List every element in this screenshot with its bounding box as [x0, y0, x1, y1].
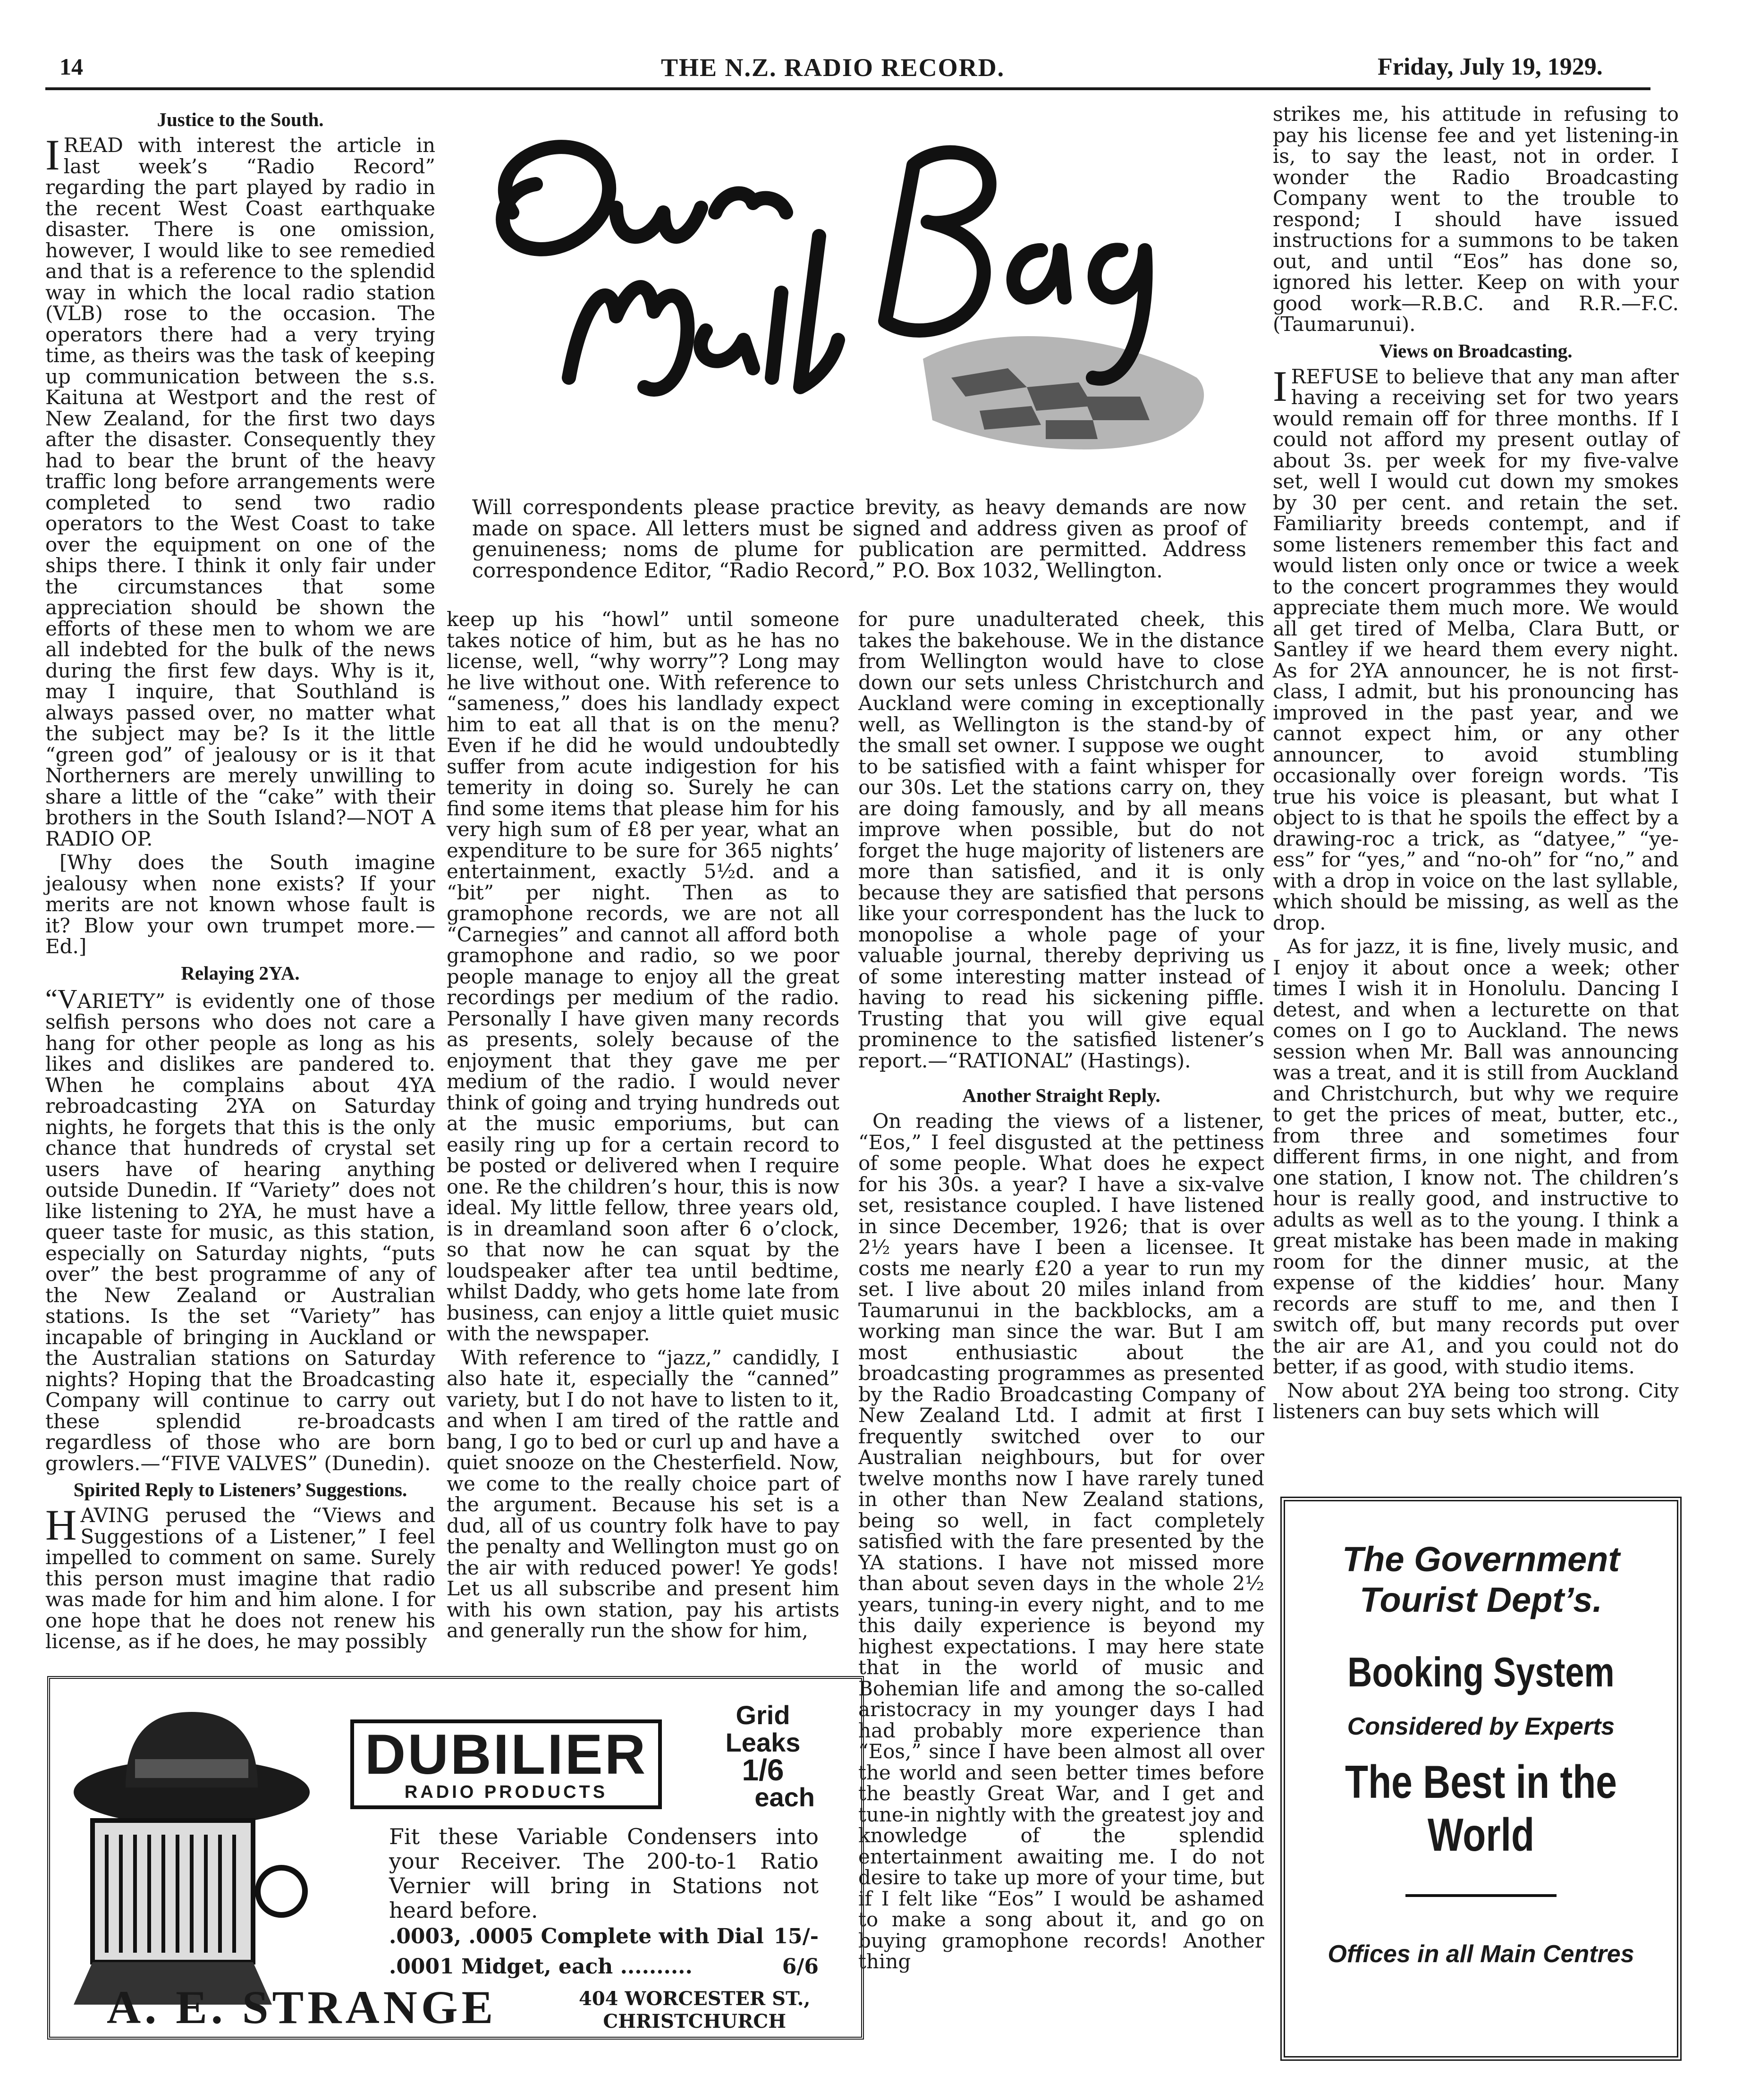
price-line-1-price: 15/- [773, 1924, 819, 1948]
drop-cap: I [45, 131, 60, 179]
dubilier-price-line-2 [389, 1955, 819, 1979]
dubilier-logo-box [350, 1719, 662, 1809]
price-line-2-price: 6/6 [782, 1955, 819, 1979]
tourist-line-3: Booking System [1347, 1649, 1615, 1695]
each-label: each [754, 1782, 815, 1812]
publication-title: THE N.Z. RADIO RECORD. [661, 53, 1005, 82]
letter-justice-text: READ with interest the article in last week’s “Radio Record” regarding the part played by radio in the recent West Coast earthquake disaster. There is one omission, however, I would like to see remedied and that is a reference to the splendid way in which the local radio station (VLB) rose to the occasion. The operators there had a very trying time, as theirs was the task of keeping up communication between the s.s. Kaituna at Westport and the rest of New Zealand, for the first two days after the disaster. Consequently they had to bear the brunt of the heavy traffic long before arrangements were completed to send two radio operators to the West Coast to take over the equipment on one of the ships there. I think it only fair under the circumstances that some appreciation should be shown the efforts of these men to whom we are all indebted for the bulk of the news during the first few days. Why is it, may I inquire, that Southland is always passed over, no matter what the subject may be? Is it the little “green god” of jealousy or is it that Northerners are merely unwilling to share a little of the “cake” with their brothers in the South Island?—NOT A RADIO OP. [45, 134, 435, 850]
drop-cap: H [45, 1501, 77, 1549]
tourist-line-6: World [1427, 1809, 1535, 1861]
column-2 [447, 609, 839, 1644]
price-line-1-text: .0003, .0005 Complete with Dial [389, 1924, 764, 1948]
tourist-dept-advertisement [1280, 1497, 1682, 2061]
column-4 [1273, 104, 1679, 1425]
dubilier-price-line-1 [389, 1924, 819, 1948]
column-1 [45, 99, 435, 1655]
letter-rational: for pure unadulterated cheek, this takes the bakehouse. We in the distance from Wellington would have to close down our sets unless Christchurch and Auckland were coming in exceptionally well, as Wellington is the stand-by of the small set owner. I suppose we ought to be satisfied with a faint whisper for our 30s. Let the stations carry on, they are doing famously, and by all means improve when possible, but do not forget the huge majority of listeners are more than satisfied, and it is only because they are satisfied that persons like your correspondent has the luck to monopolise a whole page of your valuable journal, thereby depriving us of some interesting matter instead of having to read his sickening piffle. Trusting that you will give equal prominence to the satisfied listener’s report.—“RATIONAL” (Hastings). [858, 608, 1264, 1072]
tourist-line-7: Offices in all Main Centres [1328, 1940, 1634, 1968]
letter-views-jazz: As for jazz, it is fine, lively music, and I enjoy it about once a week; other times I wish it in Honolulu. Dancing I detest, and when a lecturette on that comes on I go to Auckland. The news session when Mr. Ball was announcing was a treat, and it is still from Auckland and Christchurch, but why we require to get the prices of meat, butter, etc., from three and sometimes four different firms, in one night, and from one station, I know not. The children’s hour is really good, and instructive to adults as well as to the young. I think a great mistake has been made in making room for the dinner music, at the expense of the kiddies’ hour. Many records are stuff to me, and then I switch off, but many records put over the air are A1, and you could not do better, if as good, with studio items. [1273, 935, 1679, 1378]
letter-heading-straight-reply: Another Straight Reply. [962, 1084, 1160, 1106]
mail-bag-logo [460, 94, 1258, 486]
drop-cap: I [1273, 362, 1287, 410]
dubilier-copy: Fit these Variable Condensers into your Receiver. The 200-to-1 Ratio Vernier will bring in Stations not heard before. [389, 1824, 819, 1923]
page-number: 14 [59, 53, 83, 80]
drop-cap: “V [45, 983, 77, 1014]
letter-spirited-continued: keep up his “howl” until someone takes notice of him, but as he has no license, well, “why worry”? Long may he live without one. With reference to “sameness,” does his landlady expect him to eat all that is on the menu? Even if he did he would undoubtedly suffer from acute indigestion for his temerity in doing so. Surely he can find some items that please him for his very high sum of £8 per year, what an expenditure to be sure for 365 nights’ entertainment, exactly 5½d. and a “bit” per night. Then as to gramophone records, we are not all “Carnegies” and cannot all afford both gramophone and radio, so we poor people manage to enjoy all the great recordings per medium of the radio. Personally I have given many records as presents, solely because of the enjoyment that they gave me per medium of the radio. I would never think of going and trying hundreds out at the music emporiums, but can easily ring up for a certain record to be posted or delivered when I require one. Re the children’s hour, this is now ideal. My little fellow, three years old, is in dreamland soon after 6 o’clock, so that now he can squat by the loudspeaker after tea until bedtime, whilst Daddy, who gets home late from business, can enjoy a little quiet music with the newspaper. [447, 608, 839, 1345]
letter-heading-views: Views on Broadcasting. [1379, 339, 1573, 362]
dubilier-sub: RADIO PRODUCTS [404, 1782, 608, 1802]
tourist-line-4: Considered by Experts [1347, 1713, 1615, 1740]
letter-views-2ya: Now about 2YA being too strong. City listeners can buy sets which will [1273, 1379, 1679, 1423]
issue-date: Friday, July 19, 1929. [1378, 53, 1603, 80]
letter-views [1273, 362, 1679, 934]
dealer-address-line-2: CHRISTCHURCH [603, 2010, 787, 2032]
letter-heading-relaying: Relaying 2YA. [181, 962, 300, 984]
letter-views-text: REFUSE to believe that any man after having a receiving set for two years would remain off for three months. If I could not afford my present outlay of about 3s. per week for my five-valve set, well I would cut down my smokes by 30 per cent. and retain the set. Familiarity breeds contempt, and if some listeners remember this fact and would listen only once or twice a week to the concert programmes they would appreciate them much more. We would all get tired of Melba, Clara Butt, or Santley if we heard them every night. As for 2YA announcer, he is not first-class, I admit, but his pronouncing has improved in the past year, and we cannot expect him, or any other announcer, to avoid stumbling occasionally over foreign words. ’Tis true his voice is pleasant, but what I object to is that he spoils the effect by a drawing-roc a trick, as “datyee,” “ye-ess” for “yes,” and “no-oh” for “no,” and with a drop in voice on the last syllable, which should be missing, as well as the drop. [1273, 364, 1679, 934]
dealer-address [579, 1988, 810, 2033]
tourist-line-1: The Government [1342, 1540, 1620, 1579]
leaks-label: Leaks [725, 1727, 801, 1757]
letter-heading-justice: Justice to the South. [157, 109, 324, 130]
dealer-name: A. E. STRANGE [107, 1981, 497, 2033]
letter-spirited-text: AVING perused the “Views and Suggestions of a Listener,” I feel impelled to comment on same. Surely this person must imagine that radio was made for him and him alone. I for one hope that he does not renew his license, as if he does, he may possibly [45, 1504, 435, 1653]
editor-note: [Why does the South imagine jealousy when none exists? If your merits are not known whose fault is it? Blow your own trumpet more.—Ed.] [45, 851, 435, 958]
letter-spirited [45, 1501, 435, 1653]
tourist-divider [1405, 1894, 1557, 1897]
dubilier-brand: DUBILIER [364, 1723, 648, 1786]
letter-relaying-text: ARIETY” is evidently one of those selfish persons who does not care a hang for other people as long as his likes and dislikes are pandered to. When he complains about 4YA rebroadcasting 2YA on Saturday nights, he forgets that this is the only chance that hundreds of crystal set users have of hearing anything outside Dunedin. If “Variety” does not like listening to 2YA, he must have a queer taste for music, as this station, especially on Saturday nights, “puts over” the best programme of any of the New Zealand or Australian stations. Is the set “Variety” has incapable of bringing in Auckland or the Australian stations on Saturday nights? Hoping that the Broadcasting Company will continue to carry out these splendid re-broadcasts regardless of those who are born growlers.—“FIVE VALVES” (Dunedin). [45, 989, 435, 1475]
tourist-line-5: The Best in the [1345, 1756, 1617, 1808]
letter-relaying [45, 983, 435, 1475]
dubilier-advertisement [47, 1676, 864, 2040]
header-rule [45, 87, 1650, 90]
letter-justice [45, 131, 435, 850]
price-line-2-text: .0001 Midget, each .......... [389, 1955, 693, 1979]
letter-heading-spirited: Spirited Reply to Listeners’ Suggestions. [73, 1479, 407, 1500]
grid-leaks-label [711, 1702, 815, 1811]
letter-spirited-continued-2: With reference to “jazz,” candidly, I also hate it, especially the “canned” variety, but I do not have to listen to it, and when I am tired of the rattle and bang, I go to bed or curl up and have a quiet snooze on the Chesterfield. Now, we come to the really choice part of the argument. Because his set is a dud, all of us country folk have to pay the penalty and Wellington must go on the air with reduced power! Ye gods! Let us all subscribe and present him with his own station, pay his artists and generally run the show for him, [447, 1346, 839, 1642]
column-3 [858, 609, 1264, 1975]
tourist-line-2: Tourist Dept’s. [1360, 1580, 1602, 1619]
mailbag-intro: Will correspondents please practice brevity, as heavy demands are now made on space. All letters must be signed and address given as proof of genuineness; noms de plume for publication are permitted. Address correspondence Editor, “Radio Record,” P.O. Box 1032, Wellington. [472, 496, 1246, 583]
condenser-illustration [64, 1702, 329, 2014]
grid-leaks-price: 1/6 [742, 1753, 784, 1787]
grid-label: Grid [736, 1700, 790, 1730]
letter-straight-reply: On reading the views of a listener, “Eos,” I feel disgusted at the pettiness of some people. What does he expect for his 30s. a year? I have a six-valve set, resistance coupled. I have listened in since December, 1926; that is over 2½ years have I been a licensee. It costs me nearly £20 a year to run my set. I live about 20 miles inland from Taumarunui in the backblocks, am a working man since the war. But I am most enthusiastic about the broadcasting programmes as presented by the Radio Broadcasting Company of New Zealand Ltd. I admit at first I frequently switched over to our Australian neighbours, but for over twelve months now I have rarely tuned in other than New Zealand stations, being so well, in fact completely satisfied with the fare presented by the YA stations. I have not missed more than about seven days in the whole 2½ years, tuning-in every night, and to me this daily experience is beyond my highest expectations. I may here state that in the world of music and Bohemian life and among the so-called aristocracy in my younger days I had had probably more experience than “Eos,” since I have been almost all over the world and seen better times before the beastly Great War, and I get and tune-in nightly with the greatest joy and knowledge of the splendid entertainment awaiting me. I do not desire to take up more of your time, but if I felt like “Eos” I would be ashamed to make a song about it, and go on buying gramophone records! Another thing [858, 1109, 1264, 1973]
letter-taumarunui-end: strikes me, his attitude in refusing to pay his license fee and yet listening-in is, to say the least, not in order. I wonder the Radio Broadcasting Company went to the trouble to respond; I should have issued instructions for a summons to be taken out, and until “Eos” has done so, ignored his letter. Keep on with your good work—R.B.C. and R.R.—F.C. (Taumarunui). [1273, 102, 1679, 336]
dealer-address-line-1: 404 WORCESTER ST., [579, 1988, 811, 2010]
